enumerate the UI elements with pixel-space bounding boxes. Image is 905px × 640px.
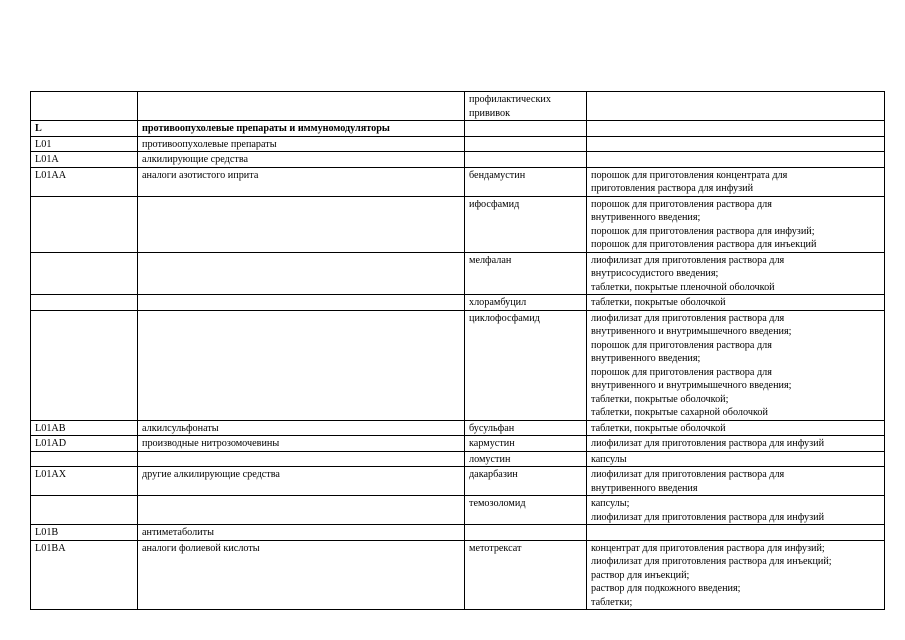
atc-group-cell	[138, 310, 465, 420]
atc-code-cell: L01AB	[31, 420, 138, 436]
atc-code-cell: L01	[31, 136, 138, 152]
drug-name-cell-line: циклофосфамид	[469, 312, 540, 324]
dosage-form-cell-line: лиофилизат для приготовления раствора для	[591, 469, 785, 480]
atc-group-cell	[138, 252, 465, 295]
dosage-form-cell-line: внутривенного введения;	[591, 353, 701, 364]
drug-name-cell	[465, 136, 587, 152]
table-row	[31, 167, 885, 196]
table-row	[31, 152, 885, 168]
drug-name-cell	[465, 467, 587, 496]
dosage-form-cell-line: концентрат для приготовления раствора для инфузий;	[591, 542, 825, 554]
table-row	[31, 136, 885, 152]
atc-code-cell	[31, 196, 138, 252]
table-row	[31, 420, 885, 436]
dosage-form-cell-line: внутривенного и внутримышечного введения;	[591, 380, 792, 391]
drug-name-cell-line: бусульфан	[469, 422, 515, 434]
drug-name-cell	[465, 540, 587, 610]
dosage-form-cell	[587, 295, 885, 311]
dosage-form-cell-line: порошок для приготовления раствора для	[591, 366, 772, 378]
atc-group-cell: аналоги фолиевой кислоты	[138, 540, 465, 610]
atc-group-cell	[138, 92, 465, 121]
dosage-form-cell-line: лиофилизат для приготовления раствора для инъекций;	[591, 556, 832, 567]
dosage-form-cell	[587, 167, 885, 196]
drug-name-cell	[465, 92, 587, 121]
atc-group-cell: противоопухолевые препараты и иммуномодуляторы	[138, 121, 465, 137]
dosage-form-cell	[587, 121, 885, 137]
dosage-form-cell-line: таблетки, покрытые оболочкой;	[591, 393, 729, 405]
drug-name-cell-line: мелфалан	[469, 254, 512, 266]
atc-code-cell: L01B	[31, 525, 138, 541]
dosage-form-cell-line: раствор для инъекций;	[591, 569, 690, 581]
table-row	[31, 121, 885, 137]
dosage-form-cell-line: раствор для подкожного введения;	[591, 583, 741, 594]
dosage-form-cell	[587, 152, 885, 168]
atc-code-cell: L01AD	[31, 436, 138, 452]
table-body	[31, 92, 885, 610]
atc-code-cell	[31, 310, 138, 420]
table-row	[31, 92, 885, 121]
atc-code-cell	[31, 92, 138, 121]
dosage-form-cell	[587, 496, 885, 525]
dosage-form-cell-line: приготовления раствора для инфузий	[591, 183, 754, 194]
dosage-form-cell-line: внутривенного введения;	[591, 212, 701, 223]
atc-group-cell: другие алкилирующие средства	[138, 467, 465, 496]
dosage-form-cell-line: таблетки, покрытые пленочной оболочкой	[591, 281, 775, 293]
drug-name-cell	[465, 436, 587, 452]
drug-name-cell-line: ломустин	[469, 453, 511, 465]
atc-group-cell	[138, 196, 465, 252]
drug-name-cell-line: профилактических	[469, 94, 551, 105]
dosage-form-cell-line: внутривенного и внутримышечного введения;	[591, 326, 792, 337]
dosage-form-cell	[587, 467, 885, 496]
dosage-form-cell-line: порошок для приготовления раствора для инъекций	[591, 239, 817, 250]
table-row	[31, 467, 885, 496]
atc-group-cell: алкилсульфонаты	[138, 420, 465, 436]
table-row	[31, 496, 885, 525]
table-row	[31, 295, 885, 311]
dosage-form-cell-line: внутривенного введения	[591, 482, 698, 494]
atc-code-cell	[31, 295, 138, 311]
dosage-form-cell-line: капсулы;	[591, 498, 630, 509]
dosage-form-cell	[587, 451, 885, 467]
dosage-form-cell-line: порошок для приготовления раствора для	[591, 198, 772, 210]
dosage-form-cell	[587, 252, 885, 295]
drug-name-cell-line: кармустин	[469, 438, 515, 449]
drug-name-cell	[465, 420, 587, 436]
drug-name-cell-line: дакарбазин	[469, 469, 518, 480]
dosage-form-cell-line: лиофилизат для приготовления раствора для инфузий	[591, 438, 825, 449]
atc-code-cell	[31, 496, 138, 525]
drug-name-cell	[465, 295, 587, 311]
drug-name-cell	[465, 525, 587, 541]
atc-code-cell: L01BA	[31, 540, 138, 610]
table-row	[31, 310, 885, 420]
drug-name-cell	[465, 451, 587, 467]
drug-name-cell-line: ифосфамид	[469, 198, 520, 210]
drug-name-cell	[465, 121, 587, 137]
atc-group-cell	[138, 295, 465, 311]
drug-name-cell	[465, 252, 587, 295]
atc-code-cell	[31, 252, 138, 295]
dosage-form-cell	[587, 136, 885, 152]
table-row	[31, 252, 885, 295]
dosage-form-cell	[587, 92, 885, 121]
atc-group-cell	[138, 496, 465, 525]
dosage-form-cell-line: лиофилизат для приготовления раствора для инфузий	[591, 511, 825, 523]
table-row	[31, 196, 885, 252]
drug-name-cell-line: темозоломид	[469, 498, 526, 509]
dosage-form-cell	[587, 196, 885, 252]
dosage-form-cell-line: таблетки, покрытые оболочкой	[591, 422, 726, 434]
atc-group-cell: аналоги азотистого иприта	[138, 167, 465, 196]
drug-name-cell-line: хлорамбуцил	[469, 297, 527, 308]
atc-group-cell: противоопухолевые препараты	[138, 136, 465, 152]
dosage-form-cell	[587, 525, 885, 541]
atc-group-cell: алкилирующие средства	[138, 152, 465, 168]
drug-name-cell	[465, 196, 587, 252]
atc-code-cell: L01A	[31, 152, 138, 168]
table-row	[31, 436, 885, 452]
dosage-form-cell-line: капсулы	[591, 453, 627, 465]
drug-name-cell-line: бендамустин	[469, 169, 526, 181]
drug-classification-table	[30, 91, 885, 610]
drug-name-cell-line: прививок	[469, 107, 511, 119]
atc-code-cell: L	[31, 121, 138, 137]
dosage-form-cell	[587, 540, 885, 610]
atc-group-cell: производные нитрозомочевины	[138, 436, 465, 452]
dosage-form-cell-line: таблетки;	[591, 596, 633, 608]
table-row	[31, 525, 885, 541]
drug-name-cell	[465, 310, 587, 420]
dosage-form-cell-line: таблетки, покрытые оболочкой	[591, 297, 726, 308]
drug-name-cell	[465, 496, 587, 525]
dosage-form-cell	[587, 310, 885, 420]
dosage-form-cell-line: лиофилизат для приготовления раствора для	[591, 254, 785, 266]
atc-code-cell	[31, 451, 138, 467]
dosage-form-cell-line: внутрисосудистого введения;	[591, 268, 719, 279]
atc-group-cell	[138, 451, 465, 467]
drug-name-cell-line: метотрексат	[469, 542, 522, 554]
dosage-form-cell-line: порошок для приготовления концентрата для	[591, 169, 788, 181]
dosage-form-cell-line: таблетки, покрытые сахарной оболочкой	[591, 407, 768, 418]
dosage-form-cell-line: порошок для приготовления раствора для инфузий;	[591, 225, 815, 237]
dosage-form-cell	[587, 436, 885, 452]
atc-group-cell: антиметаболиты	[138, 525, 465, 541]
atc-code-cell: L01AA	[31, 167, 138, 196]
atc-code-cell: L01AX	[31, 467, 138, 496]
dosage-form-cell-line: лиофилизат для приготовления раствора для	[591, 312, 785, 324]
dosage-form-cell	[587, 420, 885, 436]
table-row	[31, 451, 885, 467]
drug-name-cell	[465, 152, 587, 168]
dosage-form-cell-line: порошок для приготовления раствора для	[591, 339, 772, 351]
table-row	[31, 540, 885, 610]
drug-name-cell	[465, 167, 587, 196]
